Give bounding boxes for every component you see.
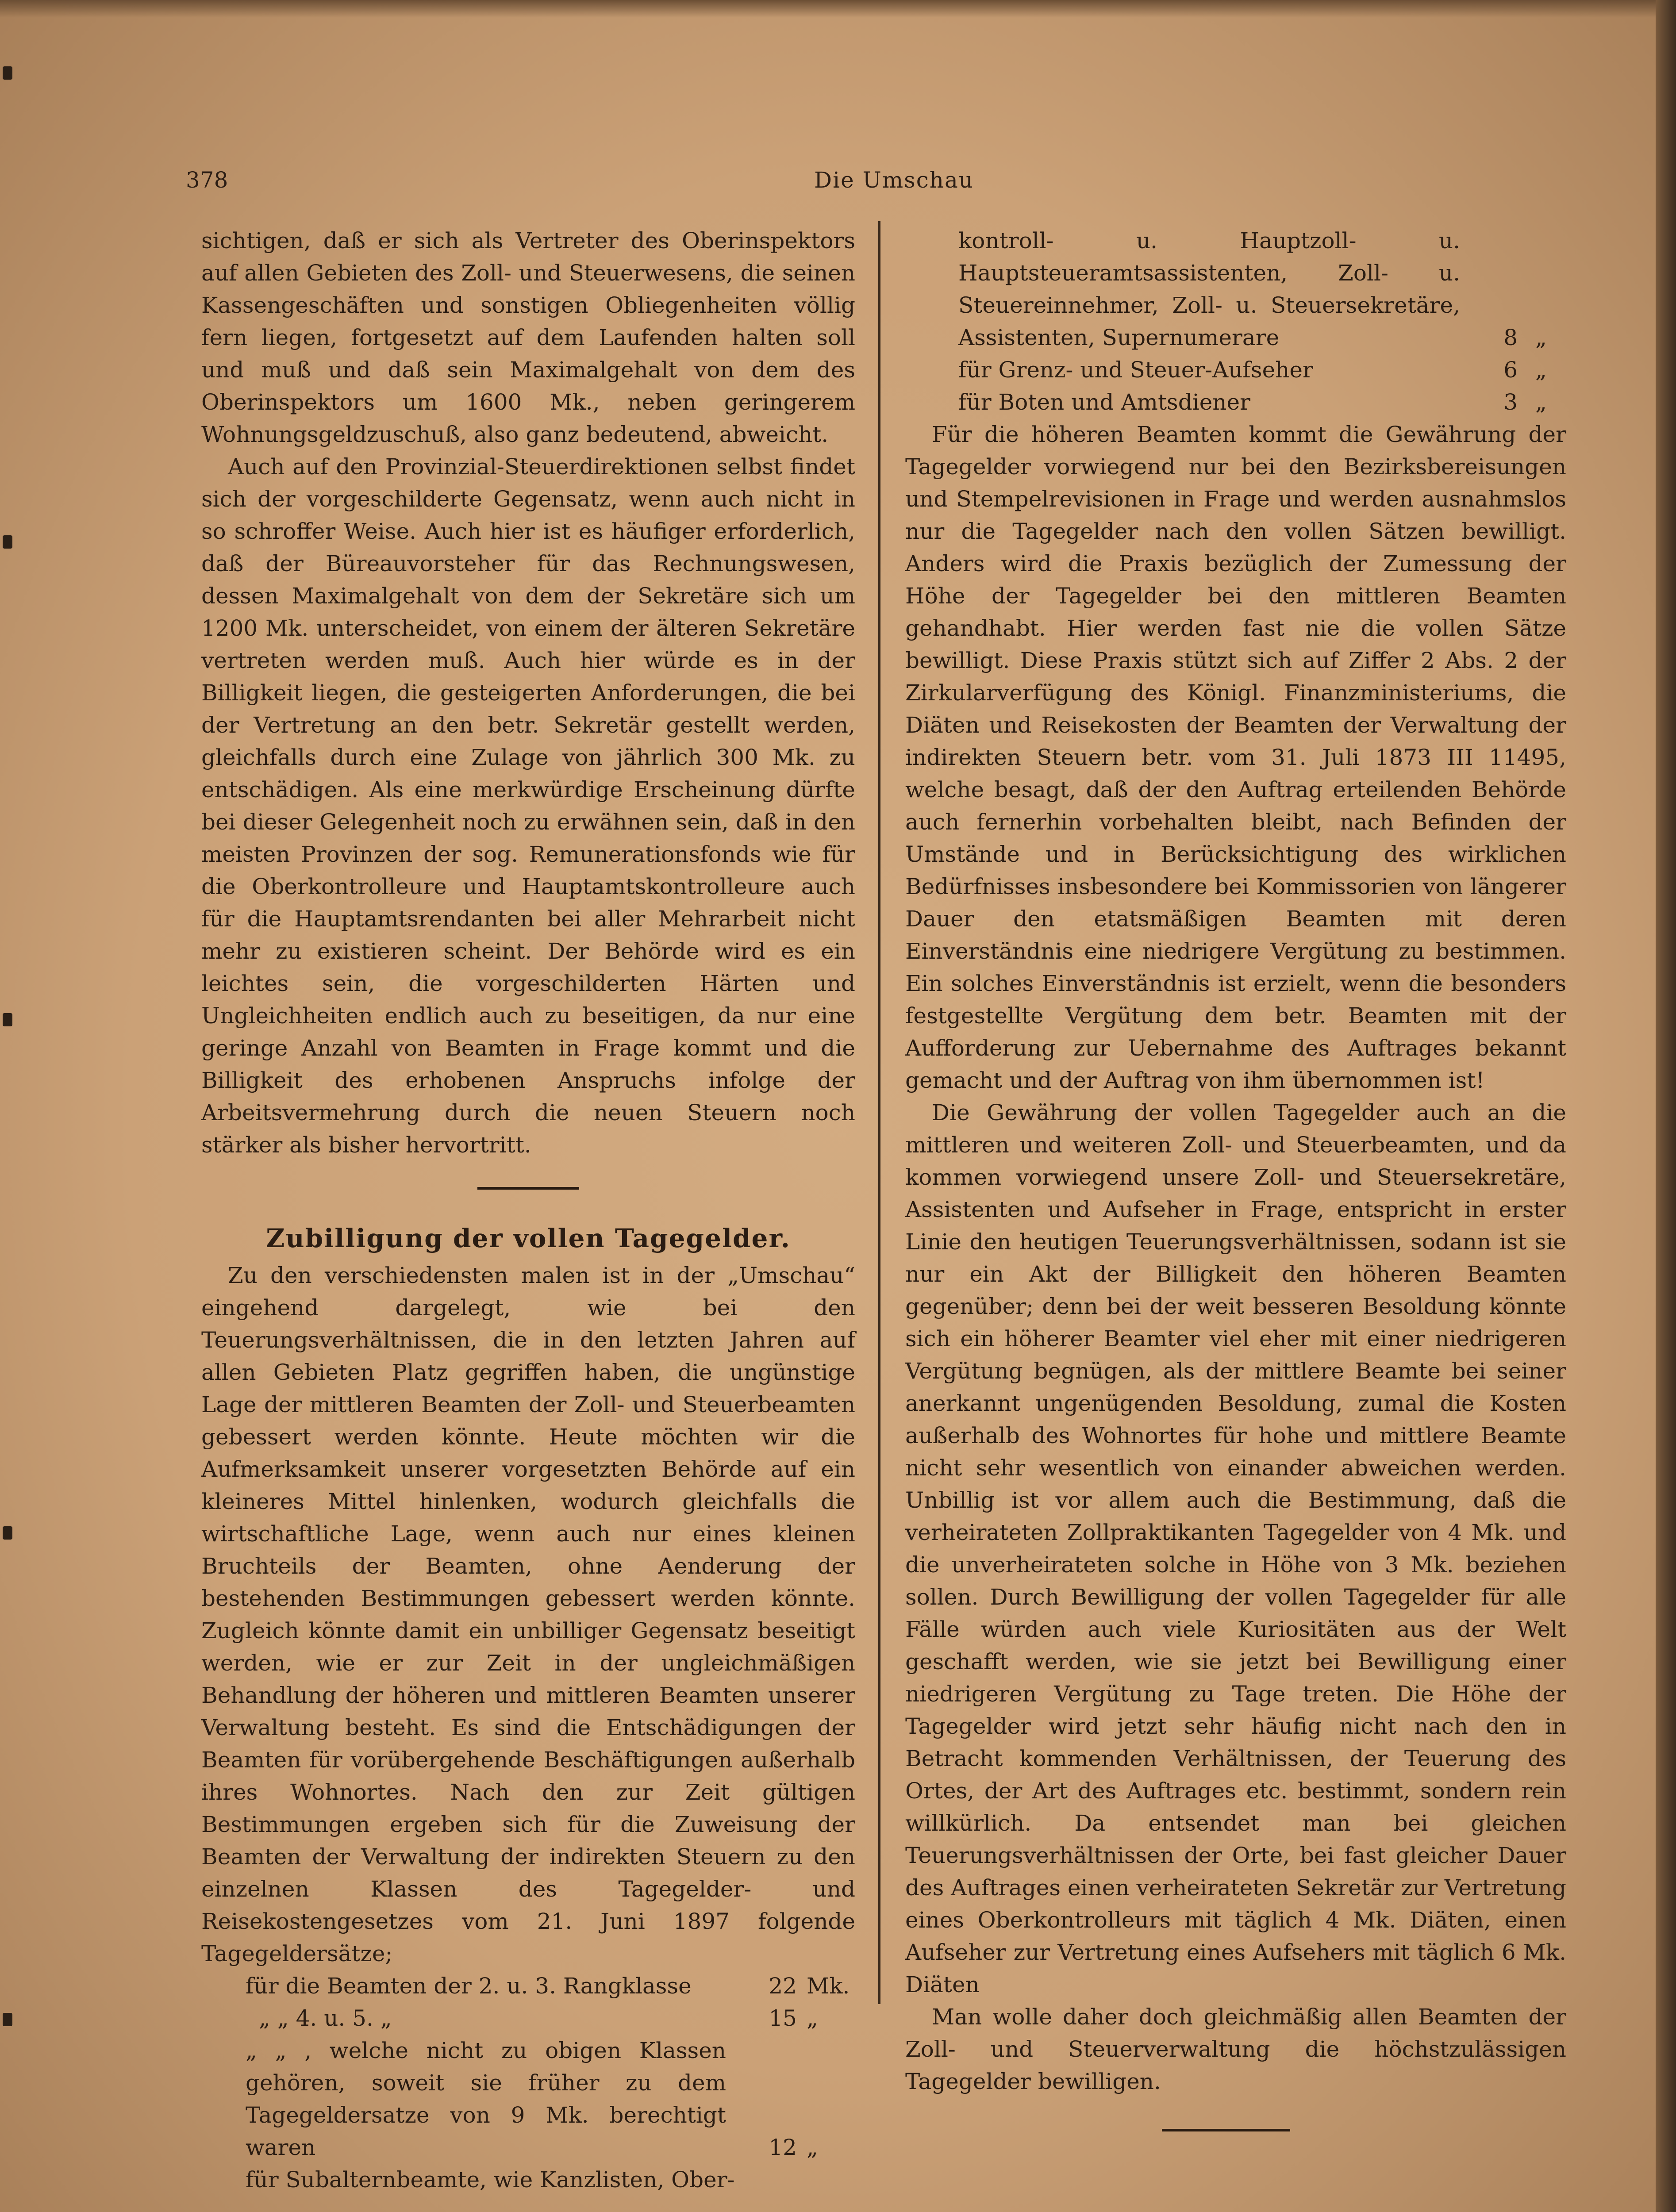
rate-row <box>905 386 1566 419</box>
rate-row <box>905 354 1566 386</box>
rate-label: für die Beamten der 2. u. 3. Rangklasse <box>246 1973 692 1999</box>
binding-hole <box>3 1013 12 1026</box>
rate-row <box>201 2002 855 2035</box>
right-column <box>905 225 1566 2131</box>
rate-amount: 8 <box>1503 325 1518 350</box>
running-header <box>186 167 1593 203</box>
paragraph: sichtigen, daß er sich als Vertreter des Oberinspektors auf allen Gebieten des Zoll- und Steuerwesens, die seinen Kassengeschäften und sonstigen Obliegenheiten völlig fern liegen, fortgesetzt auf dem Laufenden halten soll und muß und daß sein Maximalgehalt von dem des Oberinspektors um 1600 Mk., neben geringerem Wohnungsgeldzuschuß, also ganz bedeutend, abweicht. <box>201 228 855 447</box>
paragraph: Für die höheren Beamten kommt die Gewährung der Tagegelder vorwiegend nur bei den Bezirksbereisungen und Stempelrevisionen in Frage und werden ausnahmslos nur die Tagegelder nach den vollen Sätzen bewilligt. Anders wird die Praxis bezüglich der Zumessung der Höhe der Tagegelder bei den mittleren Beamten gehandhabt. Hier werden fast nie die vollen Sätze bewilligt. Diese Praxis stützt sich auf Ziffer 2 Abs. 2 der Zirkularverfügung des Königl. Finanzministeriums, die Diäten und Reisekosten der Beamten der Verwaltung der indirekten Steuern betr. vom 31. Juli 1873 III 11495, welche besagt, daß der den Auftrag erteilenden Behörde auch fernerhin vorbehalten bleibt, nach Befinden der Umstände und in Berücksichtigung des wirklichen Bedürfnisses insbesondere bei Kommissorien von längerer Dauer den etatsmäßigen Beamten mit deren Einverständnis eine niedrigere Vergütung zu bestimmen. Ein solches Einverständnis ist erzielt, wenn die besonders festgestellte Vergütung dem betr. Beamten mit der Aufforderung zur Uebernahme des Auftrages bekannt gemacht und der Auftrag von ihm übernommen ist! <box>905 422 1566 1093</box>
rate-label: „ „ 4. u. 5. „ <box>259 2005 392 2031</box>
rate-unit: „ <box>1535 325 1547 350</box>
binding-hole <box>3 66 12 80</box>
column-divider <box>878 221 880 2004</box>
rate-row <box>905 225 1566 354</box>
rate-label: für Grenz- und Steuer-Aufseher <box>958 357 1313 383</box>
rate-label: „ „ , welche nicht zu obigen Klassen gehören, soweit sie früher zu dem Tagegeldersatze von 9 Mk. berechtigt waren <box>246 2038 726 2160</box>
rate-amount: 22 <box>769 1973 797 1999</box>
rate-row <box>201 2035 855 2164</box>
page-right-edge <box>1656 0 1676 2212</box>
rate-unit: „ <box>807 2005 818 2031</box>
binding-hole <box>3 535 12 549</box>
rate-amount: 6 <box>1503 357 1518 383</box>
paragraph: Man wolle daher doch gleichmäßig allen Beamten der Zoll- und Steuerverwaltung die höchstzulässigen Tagegelder bewilligen. <box>905 2004 1566 2094</box>
rate-amount: 12 <box>769 2135 797 2160</box>
paragraph: Die Gewährung der vollen Tagegelder auch an die mittleren und weiteren Zoll- und Steuerbeamten, und da kommen vorwiegend unsere Zoll- und Steuersekretäre, Assistenten und Aufseher in Frage, entspricht in erster Linie den heutigen Teuerungsverhältnissen, sodann ist sie nur ein Akt der Billigkeit den höheren Beamten gegenüber; denn bei der weit besseren Besoldung könnte sich ein höherer Beamter viel eher mit einer niedrigeren Vergütung begnügen, als der mittlere Beamte bei seiner anerkannt ungenügenden Besoldung, zumal die Kosten außerhalb des Wohnortes für hohe und mittlere Beamte nicht sehr wesentlich von einander abweichen werden. Unbillig ist vor allem auch die Bestimmung, daß die verheirateten Zollpraktikanten Tagegelder von 4 Mk. und die unverheirateten solche in Höhe von 3 Mk. beziehen sollen. Durch Bewilligung der vollen Tagegelder für alle Fälle würden auch viele Kuriositäten aus der Welt geschafft werden, wie sie jetzt bei Bewilligung einer niedrigeren Vergütung zu Tage treten. Die Höhe der Tagegelder wird jetzt sehr häufig nicht nach den in Betracht kommenden Verhältnissen, der Teuerung des Ortes, der Art des Auftrages etc. bestimmt, sondern rein willkürlich. Da entsendet man bei gleichen Teuerungsverhältnissen der Orte, bei fast gleicher Dauer des Auftrages einen verheirateten Sekretär zur Vertretung eines Oberkontrolleurs mit täglich 4 Mk. Diäten, einen Aufseher zur Vertretung eines Aufsehers mit täglich 6 Mk. Diäten <box>905 1100 1566 1997</box>
journal-title: Die Umschau <box>814 167 974 193</box>
paragraph: Zu den verschiedensten malen ist in der „Umschau“ eingehend dargelegt, wie bei den Teuerungsverhältnissen, die in den letzten Jahren auf allen Gebieten Platz gegriffen haben, die ungünstige Lage der mittleren Beamten der Zoll- und Steuerbeamten gebessert werden könnte. Heute möchten wir die Aufmerksamkeit unserer vorgesetzten Behörde auf ein kleineres Mittel hinlenken, wodurch gleichfalls die wirtschaftliche Lage, wenn auch nur eines kleinen Bruchteils der Beamten, ohne Aenderung der bestehenden Bestimmungen gebessert werden könnte. Zugleich könnte damit ein unbilliger Gegensatz beseitigt werden, wie er zur Zeit in der ungleichmäßigen Behandlung der höheren und mittleren Beamten unserer Verwaltung besteht. Es sind die Entschädigungen der Beamten für vorübergehende Beschäftigungen außerhalb ihres Wohnortes. Nach den zur Zeit gültigen Bestimmungen ergeben sich für die Zuweisung der Beamten der Verwaltung der indirekten Steuern zu den einzelnen Klassen des Tagegelder- und Reisekostengesetzes vom 21. Juni 1897 folgende Tagegeldersätze; <box>201 1263 855 1966</box>
paragraph: Auch auf den Provinzial-Steuerdirektionen selbst findet sich der vorgeschilderte Gegensatz, wenn auch nicht in so schroffer Weise. Auch hier ist es häufiger erforderlich, daß der Büreauvorsteher für das Rechnungswesen, dessen Maximalgehalt von dem der Sekretäre sich um 1200 Mk. unterscheidet, von einem der älteren Sekretäre vertreten werden muß. Auch hier würde es in der Billigkeit liegen, die gesteigerten Anforderungen, die bei der Vertretung an den betr. Sekretär gestellt werden, gleichfalls durch eine Zulage von jährlich 300 Mk. zu entschädigen. Als eine merkwürdige Erscheinung dürfte bei dieser Gelegenheit noch zu erwähnen sein, daß in den meisten Provinzen der sog. Remunerationsfonds wie für die Oberkontrolleure und Hauptamtskontrolleure auch für die Hauptamtsrendanten bei aller Mehrarbeit nicht mehr zu existieren scheint. Der Behörde wird es ein leichtes sein, die vorgeschilderten Härten und Ungleichheiten endlich auch zu beseitigen, da nur eine geringe Anzahl von Beamten in Frage kommt und die Billigkeit des erhobenen Anspruchs infolge der Arbeitsvermehrung durch die neuen Steuern noch stärker als bisher hervortritt. <box>201 454 855 1158</box>
rate-unit: „ <box>1535 357 1547 383</box>
rate-label: für Boten und Amtsdiener <box>958 389 1250 415</box>
article-heading: Zubilligung der vollen Tagegelder. <box>266 1223 791 1253</box>
rate-label: kontroll- u. Hauptzoll- u. Hauptsteueramtsassistenten, Zoll- u. Steuereinnehmer, Zoll- u. Steuersekretäre, Assistenten, Supernumerare <box>958 228 1460 350</box>
rate-amount: 3 <box>1503 389 1518 415</box>
rate-unit: Mk. <box>807 1973 850 1999</box>
rate-amount: 15 <box>769 2005 797 2031</box>
section-rule <box>477 1187 579 1190</box>
rate-row <box>201 2164 855 2196</box>
left-column <box>201 225 855 2196</box>
rate-row <box>201 1970 855 2002</box>
binding-hole <box>3 2013 12 2026</box>
end-rule <box>1162 2129 1290 2131</box>
page-number: 378 <box>186 167 228 193</box>
rate-unit: „ <box>1535 389 1547 415</box>
page-top-shadow <box>0 0 1676 18</box>
rate-unit: „ <box>807 2135 818 2160</box>
binding-hole <box>3 1526 12 1540</box>
rate-label: für Subalternbeamte, wie Kanzlisten, Ober- <box>246 2167 735 2193</box>
